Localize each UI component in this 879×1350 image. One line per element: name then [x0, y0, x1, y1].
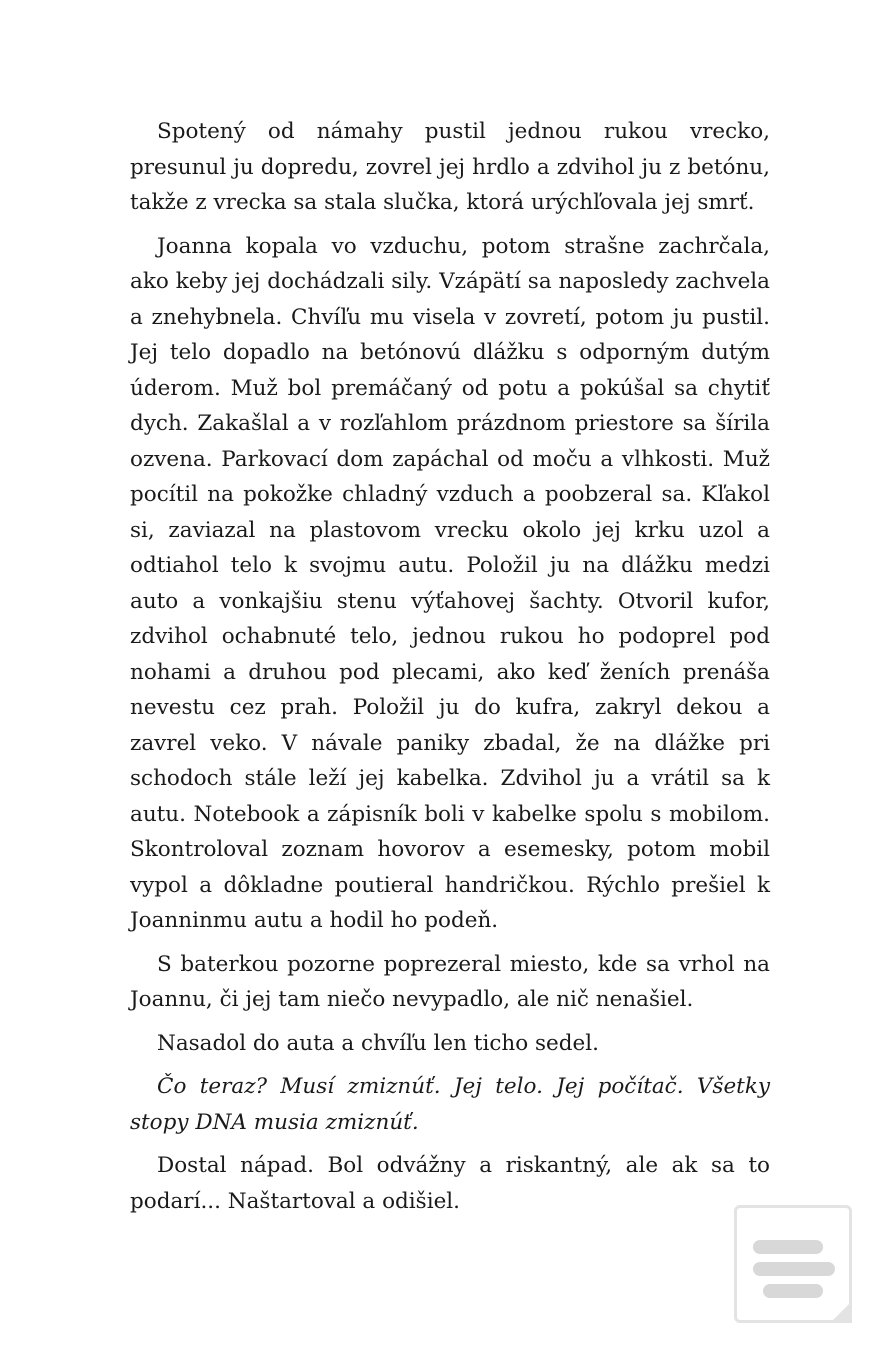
logo-bar-middle [753, 1262, 835, 1276]
paragraph-1: Spotený od námahy pustil jednou rukou vrecko, presunul ju dopredu, zovrel jej hrdlo a zdvihol ju z betónu, takže z vrecka sa stala slučka, ktorá urýchľovala jej smrť. [130, 119, 770, 215]
logo-bar-bottom [763, 1284, 823, 1298]
paragraph-5-italic: Čo teraz? Musí zmiznúť. Jej telo. Jej počítač. Všetky stopy DNA musia zmiznúť. [130, 1074, 770, 1135]
stacked-books-logo-icon [734, 1205, 852, 1323]
paragraph-4: Nasadol do auta a chvíľu len ticho sedel. [157, 1030, 599, 1056]
paragraph-6: Dostal nápad. Bol odvážny a riskantný, ale ak sa to podarí... Naštartoval a odišiel. [130, 1153, 770, 1214]
page-body [130, 114, 770, 1227]
paragraph-3: S baterkou pozorne poprezeral miesto, kde sa vrhol na Joannu, či jej tam niečo nevypadlo, ale nič nenašiel. [130, 951, 770, 1012]
paragraph-2: Joanna kopala vo vzduchu, potom strašne zachrčala, ako keby jej dochádzali sily. Vzápätí sa naposledy zachvela a znehybnela. Chvíľu mu visela v zovretí, potom ju pustil. Jej telo dopadlo na betónovú dlážku s odporným dutým úderom. Muž bol premáčaný od potu a pokúšal sa chytiť dych. Zakašlal a v rozľahlom prázdnom priestore sa šírila ozvena. Parkovací dom zapáchal od moču a vlhkosti. Muž pocítil na pokožke chladný vzduch a poobzeral sa. Kľakol si, zaviazal na plastovom vrecku okolo jej krku uzol a odtiahol telo k svojmu autu. Položil ju na dlážku medzi auto a vonkajšiu stenu výťahovej šachty. Otvoril kufor, zdvihol ochabnuté telo, jednou rukou ho podoprel pod nohami a druhou pod plecami, ako keď ženích prenáša nevestu cez prah. Položil ju do kufra, zakryl dekou a zavrel veko. V návale paniky zbadal, že na dlážke pri schodoch stále leží jej kabelka. Zdvihol ju a vrátil sa k autu. Notebook a zápisník boli v kabelke spolu s mobilom. Skontroloval zoznam hovorov a esemesky, potom mobil vypol a dôkladne poutieral handričkou. Rýchlo prešiel k Joanninmu autu a hodil ho podeň. [130, 233, 770, 933]
logo-bar-top [753, 1240, 823, 1254]
logo-corner [830, 1301, 852, 1323]
